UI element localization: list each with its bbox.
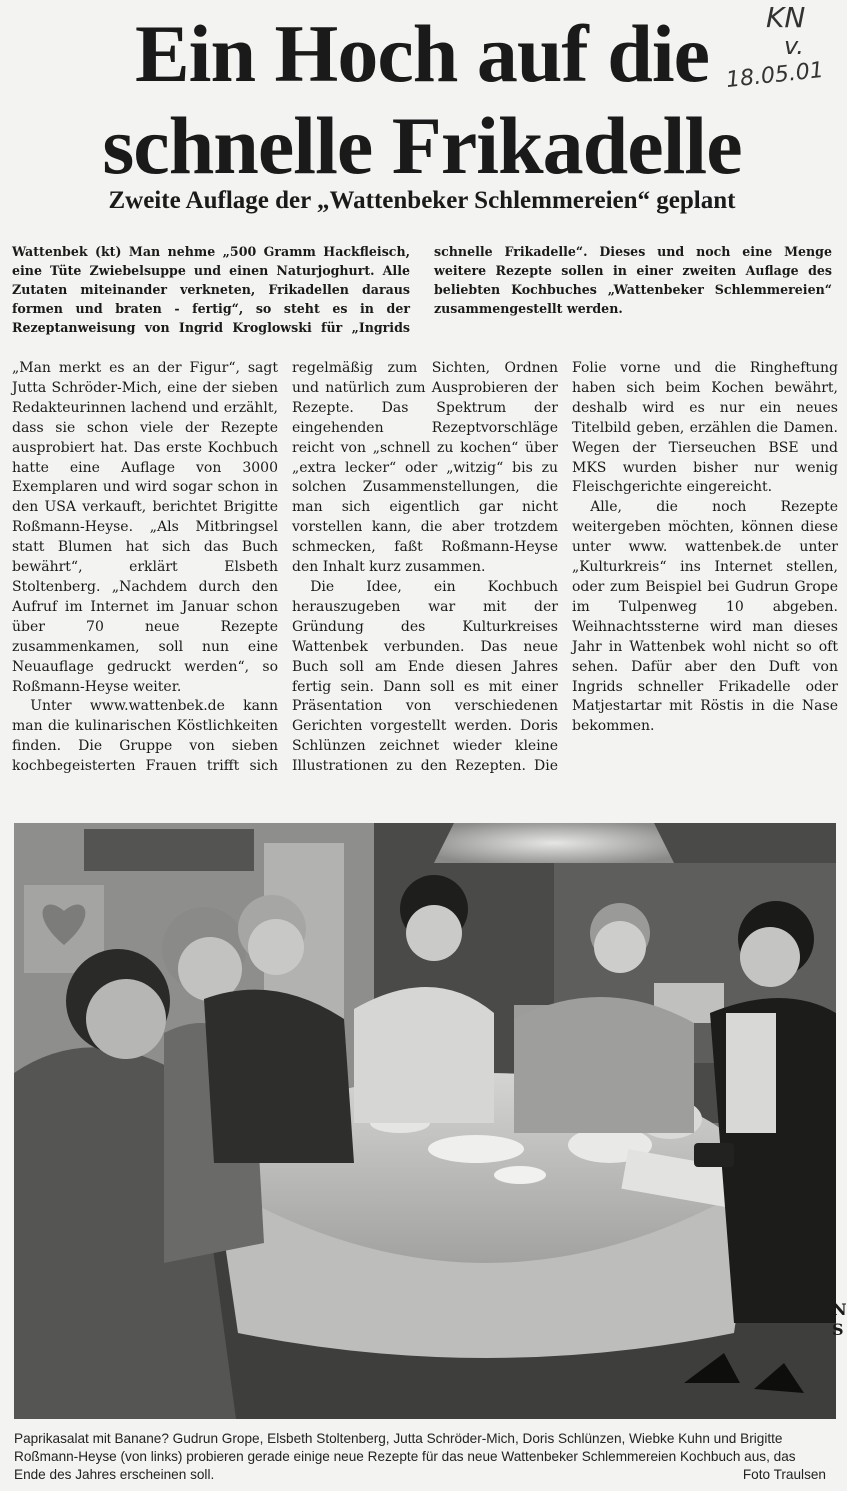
photo-caption [14, 1430, 826, 1484]
headline-line-2: schnelle Frikadelle [102, 100, 742, 191]
caption-text: Paprikasalat mit Banane? Gudrun Grope, Elsbeth Stoltenberg, Jutta Schröder-Mich, Doris Schlünzen, Wiebke Kuhn und Brigitte Roßmann-Heyse (von links) probieren gerade einige neue Rezepte für das neue Wattenbeker Schlemmereien Kochbuch aus, das Ende des Jahres erscheinen soll. [14, 1431, 796, 1482]
body-paragraph: Die Idee, ein Kochbuch herauszugeben war mit der Gründung des Kulturkreises Wattenbek verbunden. Das neue Buch soll am Ende diesen Jahres fertig sein. Dann soll es mit einer Präsentation von verschiedenen Gerichten vorgestellt werden. Doris Schlünzen zeichnet wieder kleine Illustrationen zu den Rezepten. Die Folie vorne und die Ringheftung haben sich beim Kochen bewährt, deshalb wird es nur ein neues Titelbild geben, erzählen die Damen. Wegen der Tierseuchen BSE und MKS wurden bisher nur wenig Fleischgerichte eingereicht. [292, 360, 838, 775]
article-body [12, 359, 838, 803]
group-photo [14, 823, 836, 1419]
headline-line-1: Ein Hoch auf die [134, 8, 710, 99]
handwritten-date: 18.05.01 [724, 57, 825, 94]
body-paragraph: Unter www.wattenbek.de kann man die kulinarischen Köstlichkeiten finden. Die Gruppe von sieben kochbegeisterten Frauen trifft sich regelmäßig zum Sichten, Ordnen und natürlich zum Ausprobieren der Rezepte. Das Spektrum der eingehenden Rezeptvorschläge reicht von „schnell zu kochen“ über „extra lecker“ oder „witzig“ bis zu solchen Zusammenstellungen, die man sich eigentlich gar nicht vorstellen kann, die aber trotzdem schmecken, faßt Roßmann-Heyse den Inhalt kurz zusammen. [12, 360, 558, 775]
adjacent-article-fragment: N S [832, 1300, 847, 1339]
body-paragraph: Alle, die noch Rezepte weitergeben möchten, können diese unter www. wattenbek.de unter „Kulturkreis“ ins Internet stellen, oder zum Beispiel bei Gudrun Grope im Tulpenweg 10 abgeben. Weihnachtssterne wird man dieses Jahr in Wattenbek wohl nicht so oft sehen. Dafür aber den Duft von Ingrids schneller Frikadelle oder Matjestartar mit Röstis in die Nase bekommen. [572, 499, 838, 735]
group-photo-icon [14, 823, 836, 1419]
headline [0, 8, 844, 192]
lead-paragraph: Wattenbek (kt) Man nehme „500 Gramm Hackfleisch, eine Tüte Zwiebelsuppe und einen Naturjoghurt. Alle Zutaten miteinander verkneten, Frikadellen daraus formen und braten - fertig“, so steht es in der Rezeptanweisung von Ingrid Kroglowski für „Ingrids schnelle Frikadelle“. Dieses und noch eine Menge weitere Rezepte sollen in einer zweiten Auflage des beliebten Kochbuches „Wattenbeker Schlemmereien“ zusammengestellt werden. [12, 244, 832, 335]
handwritten-code: KN [766, 1, 806, 34]
handwritten-note [724, 1, 838, 104]
photo-credit: Foto Traulsen [742, 1467, 826, 1482]
handwritten-mark: v. [784, 32, 804, 60]
subheadline: Zweite Auflage der „Wattenbeker Schlemmereien“ geplant [108, 187, 736, 214]
body-paragraph: „Man merkt es an der Figur“, sagt Jutta Schröder-Mich, eine der sieben Redakteurinnen lachend und erzählt, dass sie schon viele der Rezepte ausprobiert hat. Das erste Kochbuch hatte eine Auflage von 3000 Exemplaren und wird sogar schon in den USA verkauft, berichtet Brigitte Roßmann-Heyse. „Als Mitbringsel statt Blumen hat sich das Buch bewährt“, erklärt Elsbeth Stoltenberg. „Nachdem durch den Aufruf im Internet im Januar schon über 70 neue Rezepte zusammenkamen, soll nun eine Neuauflage gedruckt werden“, so Roßmann-Heyse weiter. [12, 360, 278, 695]
